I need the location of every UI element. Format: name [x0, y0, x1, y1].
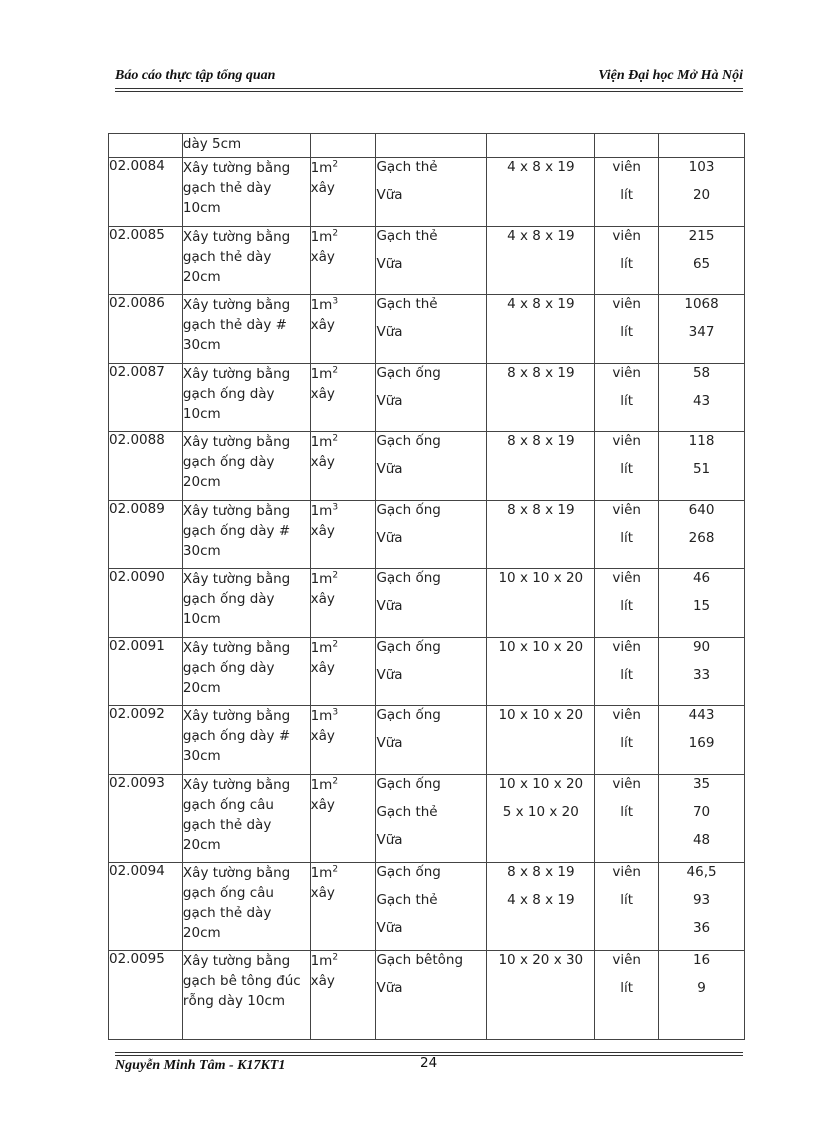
- name-cell: [182, 638, 310, 706]
- unit-of-measure: lít: [620, 256, 634, 272]
- name-cell: [182, 501, 310, 569]
- quantity: 48: [692, 832, 711, 848]
- code-cell: [109, 158, 183, 227]
- unit-exponent: 2: [332, 952, 339, 963]
- quantity: 20: [692, 187, 711, 203]
- unit-exponent: 2: [332, 639, 339, 650]
- unit-of-measure: viên: [612, 433, 641, 449]
- name-cell: [182, 863, 310, 951]
- unit-cell: [310, 134, 376, 158]
- unit-of-measure: lít: [620, 667, 634, 683]
- quantity: 347: [688, 324, 715, 340]
- quantity: 90: [692, 639, 711, 655]
- norm-code: 02.0084: [109, 158, 165, 174]
- unit-qualifier: xây: [310, 885, 335, 901]
- uom-cell: [595, 706, 659, 775]
- work-description: Xây tường bằng gạch thẻ dày 10cm: [182, 160, 291, 216]
- material-cell: [376, 295, 487, 364]
- unit-cell: [310, 295, 376, 364]
- unit-cell: [310, 706, 376, 775]
- size-cell: [487, 134, 595, 158]
- size-cell: [487, 706, 595, 775]
- qty-cell: [659, 706, 745, 775]
- unit-exponent: 2: [332, 228, 339, 239]
- brick-size: 4 x 8 x 19: [507, 159, 575, 175]
- material-name: Gạch ống: [376, 570, 441, 586]
- unit-cell: [310, 158, 376, 227]
- material-name: Gạch ống: [376, 433, 441, 449]
- quantity: 640: [688, 502, 715, 518]
- unit-of-measure: lít: [620, 735, 634, 751]
- unit-exponent: 2: [332, 159, 339, 170]
- unit-of-measure: lít: [620, 980, 634, 996]
- unit-base: 1m: [310, 571, 333, 587]
- unit-exponent: 2: [332, 864, 339, 875]
- qty-cell: [659, 432, 745, 501]
- material-cell: [376, 158, 487, 227]
- brick-size: 4 x 8 x 19: [507, 228, 575, 244]
- footer-author: Nguyễn Minh Tâm - K17KT1: [115, 1058, 286, 1073]
- page-number: 24: [420, 1055, 438, 1071]
- qty-cell: [659, 158, 745, 227]
- unit-cell: [310, 501, 376, 569]
- material-name: Gạch thẻ: [376, 228, 438, 244]
- material-cell: [376, 951, 487, 1040]
- brick-size: 4 x 8 x 19: [507, 892, 575, 908]
- unit-cell: [310, 951, 376, 1040]
- unit-of-measure: lít: [620, 324, 634, 340]
- unit-qualifier: xây: [310, 386, 335, 402]
- code-cell: [109, 569, 183, 638]
- unit-of-measure: lít: [620, 461, 634, 477]
- norm-code: 02.0094: [109, 863, 165, 879]
- material-name: Gạch ống: [376, 707, 441, 723]
- unit-cell: [310, 638, 376, 706]
- quantity: 70: [692, 804, 711, 820]
- work-description: Xây tường bằng gạch thẻ dày # 30cm: [182, 297, 291, 353]
- unit-of-measure: lít: [620, 530, 634, 546]
- size-cell: [487, 638, 595, 706]
- quantity: 35: [692, 776, 711, 792]
- table-row: [109, 775, 745, 863]
- unit-of-measure: lít: [620, 393, 634, 409]
- unit-cell: [310, 775, 376, 863]
- work-description: Xây tường bằng gạch ống dày 10cm: [182, 366, 291, 422]
- quantity: 65: [692, 256, 711, 272]
- qty-cell: [659, 775, 745, 863]
- norms-table-body: [109, 134, 745, 1040]
- quantity: 51: [692, 461, 711, 477]
- unit-base: 1m: [310, 297, 333, 313]
- unit-of-measure: viên: [612, 639, 641, 655]
- unit-cell: [310, 364, 376, 432]
- brick-size: 8 x 8 x 19: [507, 502, 575, 518]
- name-cell: [182, 295, 310, 364]
- material-cell: [376, 638, 487, 706]
- work-description: Xây tường bằng gạch ống dày # 30cm: [182, 503, 291, 559]
- unit-base: 1m: [310, 160, 333, 176]
- quantity: 215: [688, 228, 715, 244]
- brick-size: 8 x 8 x 19: [507, 365, 575, 381]
- qty-cell: [659, 227, 745, 295]
- unit-qualifier: xây: [310, 317, 335, 333]
- code-cell: [109, 638, 183, 706]
- material-name: Gạch ống: [376, 776, 441, 792]
- code-cell: [109, 951, 183, 1040]
- brick-size: 10 x 10 x 20: [498, 639, 584, 655]
- unit-of-measure: viên: [612, 228, 641, 244]
- size-cell: [487, 432, 595, 501]
- quantity: 43: [692, 393, 711, 409]
- table-row: [109, 501, 745, 569]
- size-cell: [487, 364, 595, 432]
- unit-qualifier: xây: [310, 249, 335, 265]
- material-name: Gạch thẻ: [376, 804, 438, 820]
- unit-cell: [310, 863, 376, 951]
- material-name: Vữa: [376, 461, 403, 477]
- uom-cell: [595, 638, 659, 706]
- unit-base: 1m: [310, 865, 333, 881]
- norm-code: 02.0092: [109, 706, 165, 722]
- name-cell: [182, 432, 310, 501]
- unit-of-measure: viên: [612, 365, 641, 381]
- code-cell: [109, 295, 183, 364]
- uom-cell: [595, 432, 659, 501]
- uom-cell: [595, 134, 659, 158]
- material-name: Vữa: [376, 832, 403, 848]
- name-cell: [182, 364, 310, 432]
- norm-code: 02.0090: [109, 569, 165, 585]
- code-cell: [109, 432, 183, 501]
- code-cell: [109, 706, 183, 775]
- unit-of-measure: viên: [612, 570, 641, 586]
- quantity: 169: [688, 735, 715, 751]
- unit-of-measure: viên: [612, 159, 641, 175]
- brick-size: 4 x 8 x 19: [507, 296, 575, 312]
- table-row-continuation: [109, 134, 745, 158]
- size-cell: [487, 227, 595, 295]
- material-name: Vữa: [376, 393, 403, 409]
- size-cell: [487, 569, 595, 638]
- size-cell: [487, 295, 595, 364]
- material-cell: [376, 432, 487, 501]
- norm-code: 02.0093: [109, 775, 165, 791]
- uom-cell: [595, 158, 659, 227]
- uom-cell: [595, 775, 659, 863]
- name-cell: [182, 706, 310, 775]
- material-name: Gạch ống: [376, 502, 441, 518]
- material-cell: [376, 134, 487, 158]
- unit-exponent: 3: [332, 296, 339, 307]
- size-cell: [487, 951, 595, 1040]
- material-name: Gạch bêtông: [376, 952, 464, 968]
- brick-size: 8 x 8 x 19: [507, 864, 575, 880]
- name-cell: [182, 569, 310, 638]
- material-name: Gạch ống: [376, 639, 441, 655]
- footer-rule: [115, 1052, 743, 1053]
- table-row: [109, 951, 745, 1040]
- uom-cell: [595, 501, 659, 569]
- material-cell: [376, 364, 487, 432]
- work-description: Xây tường bằng gạch ống dày 20cm: [182, 434, 291, 490]
- name-cell: [182, 775, 310, 863]
- material-name: Vữa: [376, 530, 403, 546]
- unit-qualifier: xây: [310, 523, 335, 539]
- table-row: [109, 158, 745, 227]
- header-report-title: Báo cáo thực tập tổng quan: [115, 68, 276, 83]
- code-cell: [109, 134, 183, 158]
- unit-of-measure: viên: [612, 776, 641, 792]
- unit-base: 1m: [310, 708, 333, 724]
- table-row: [109, 569, 745, 638]
- unit-exponent: 2: [332, 570, 339, 581]
- material-cell: [376, 569, 487, 638]
- norm-code: 02.0095: [109, 951, 165, 967]
- unit-exponent: 2: [332, 365, 339, 376]
- unit-exponent: 2: [332, 776, 339, 787]
- uom-cell: [595, 863, 659, 951]
- material-name: Gạch thẻ: [376, 892, 438, 908]
- material-name: Vữa: [376, 256, 403, 272]
- norm-code: 02.0091: [109, 638, 165, 654]
- unit-exponent: 2: [332, 433, 339, 444]
- quantity: 33: [692, 667, 711, 683]
- table-row: [109, 432, 745, 501]
- unit-of-measure: viên: [612, 707, 641, 723]
- unit-exponent: 3: [332, 707, 339, 718]
- name-cell: [182, 227, 310, 295]
- quantity: 93: [692, 892, 711, 908]
- code-cell: [109, 863, 183, 951]
- quantity: 46: [692, 570, 711, 586]
- norm-code: 02.0085: [109, 227, 165, 243]
- norms-table: [108, 133, 745, 1040]
- unit-qualifier: xây: [310, 454, 335, 470]
- unit-of-measure: viên: [612, 502, 641, 518]
- unit-qualifier: xây: [310, 660, 335, 676]
- code-cell: [109, 775, 183, 863]
- table-row: [109, 706, 745, 775]
- qty-cell: [659, 364, 745, 432]
- material-cell: [376, 775, 487, 863]
- name-cell: [182, 158, 310, 227]
- material-name: Vữa: [376, 598, 403, 614]
- header-rule-secondary: [115, 91, 743, 92]
- material-name: Vữa: [376, 667, 403, 683]
- unit-qualifier: xây: [310, 797, 335, 813]
- table-row: [109, 638, 745, 706]
- material-cell: [376, 863, 487, 951]
- page-header: [115, 64, 743, 88]
- material-cell: [376, 501, 487, 569]
- quantity: 9: [697, 980, 706, 996]
- header-rule: [115, 88, 743, 89]
- qty-cell: [659, 569, 745, 638]
- work-description: Xây tường bằng gạch ống dày 10cm: [182, 571, 291, 627]
- code-cell: [109, 227, 183, 295]
- brick-size: 10 x 10 x 20: [498, 776, 584, 792]
- unit-base: 1m: [310, 503, 333, 519]
- unit-base: 1m: [310, 229, 333, 245]
- size-cell: [487, 863, 595, 951]
- quantity: 1068: [684, 296, 719, 312]
- quantity: 36: [692, 920, 711, 936]
- norm-code: 02.0089: [109, 501, 165, 517]
- brick-size: 8 x 8 x 19: [507, 433, 575, 449]
- unit-cell: [310, 227, 376, 295]
- header-institution: Viện Đại học Mở Hà Nội: [598, 68, 743, 83]
- material-name: Vữa: [376, 187, 403, 203]
- material-name: Vữa: [376, 920, 403, 936]
- work-description: Xây tường bằng gạch ống dày # 30cm: [182, 708, 291, 764]
- unit-of-measure: lít: [620, 892, 634, 908]
- work-description: Xây tường bằng gạch ống câu gạch thẻ dày 20cm: [182, 865, 291, 941]
- unit-base: 1m: [310, 640, 333, 656]
- work-description: Xây tường bằng gạch ống dày 20cm: [182, 640, 291, 696]
- quantity: 58: [692, 365, 711, 381]
- norm-code: 02.0087: [109, 364, 165, 380]
- qty-cell: [659, 863, 745, 951]
- quantity: 46,5: [686, 864, 717, 880]
- size-cell: [487, 158, 595, 227]
- work-description: Xây tường bằng gạch bê tông đúc rỗng dày 10cm: [182, 953, 301, 1009]
- qty-cell: [659, 951, 745, 1040]
- unit-of-measure: viên: [612, 952, 641, 968]
- material-cell: [376, 227, 487, 295]
- material-name: Vữa: [376, 324, 403, 340]
- table-row: [109, 227, 745, 295]
- uom-cell: [595, 951, 659, 1040]
- material-name: Gạch thẻ: [376, 296, 438, 312]
- material-name: Gạch ống: [376, 864, 441, 880]
- qty-cell: [659, 295, 745, 364]
- material-name: Gạch ống: [376, 365, 441, 381]
- unit-of-measure: lít: [620, 187, 634, 203]
- qty-cell: [659, 638, 745, 706]
- size-cell: [487, 775, 595, 863]
- norm-code: 02.0086: [109, 295, 165, 311]
- table-row: [109, 863, 745, 951]
- table-row: [109, 295, 745, 364]
- quantity: 268: [688, 530, 715, 546]
- size-cell: [487, 501, 595, 569]
- material-cell: [376, 706, 487, 775]
- code-cell: [109, 364, 183, 432]
- table-row: [109, 364, 745, 432]
- unit-qualifier: xây: [310, 728, 335, 744]
- name-cell: dày 5cm: [182, 134, 310, 158]
- unit-of-measure: viên: [612, 296, 641, 312]
- quantity: 103: [688, 159, 715, 175]
- qty-cell: [659, 501, 745, 569]
- unit-cell: [310, 569, 376, 638]
- brick-size: 10 x 10 x 20: [498, 707, 584, 723]
- quantity: 443: [688, 707, 715, 723]
- unit-base: 1m: [310, 366, 333, 382]
- unit-base: 1m: [310, 777, 333, 793]
- name-cell: [182, 951, 310, 1040]
- unit-qualifier: xây: [310, 180, 335, 196]
- material-name: Vữa: [376, 735, 403, 751]
- quantity: 16: [692, 952, 711, 968]
- material-name: Gạch thẻ: [376, 159, 438, 175]
- unit-of-measure: viên: [612, 864, 641, 880]
- code-cell: [109, 501, 183, 569]
- unit-cell: [310, 432, 376, 501]
- material-name: Vữa: [376, 980, 403, 996]
- quantity: 15: [692, 598, 711, 614]
- work-description: Xây tường bằng gạch ống câu gạch thẻ dày 20cm: [182, 777, 291, 853]
- norm-code: 02.0088: [109, 432, 165, 448]
- unit-exponent: 3: [332, 502, 339, 513]
- unit-qualifier: xây: [310, 591, 335, 607]
- unit-of-measure: lít: [620, 804, 634, 820]
- uom-cell: [595, 227, 659, 295]
- unit-of-measure: lít: [620, 598, 634, 614]
- unit-qualifier: xây: [310, 973, 335, 989]
- quantity: 118: [688, 433, 715, 449]
- uom-cell: [595, 295, 659, 364]
- work-description: Xây tường bằng gạch thẻ dày 20cm: [182, 229, 291, 285]
- uom-cell: [595, 364, 659, 432]
- brick-size: 10 x 10 x 20: [498, 570, 584, 586]
- uom-cell: [595, 569, 659, 638]
- brick-size: 10 x 20 x 30: [498, 952, 584, 968]
- unit-base: 1m: [310, 953, 333, 969]
- brick-size: 5 x 10 x 20: [502, 804, 579, 820]
- unit-base: 1m: [310, 434, 333, 450]
- qty-cell: [659, 134, 745, 158]
